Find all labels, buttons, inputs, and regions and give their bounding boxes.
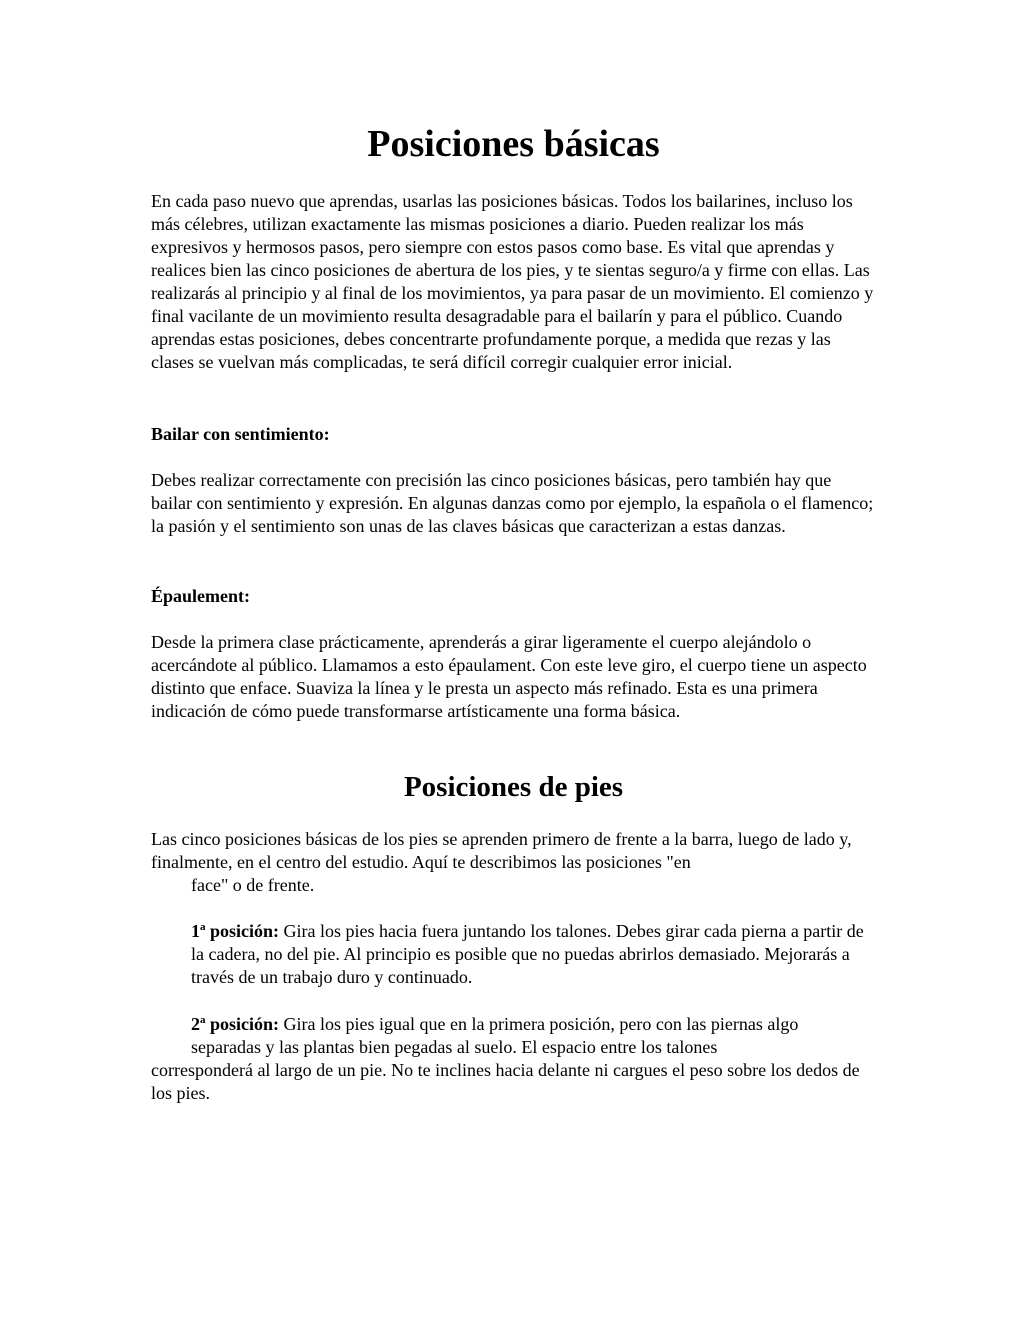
position-1-ordinal: a bbox=[200, 921, 206, 933]
position-1-paragraph bbox=[151, 920, 876, 989]
position-2-ordinal: a bbox=[200, 1014, 206, 1026]
section-heading-sentimiento-text: Bailar con sentimiento: bbox=[151, 424, 330, 444]
section-title-pies: Posiciones de pies bbox=[403, 771, 624, 803]
position-2-text-a: Gira los pies igual que en la primera posición, pero con las piernas algo bbox=[279, 1014, 799, 1034]
section-heading-epaulement bbox=[151, 585, 876, 608]
feet-intro-paragraph bbox=[151, 828, 876, 897]
position-1-label-text: posición: bbox=[205, 921, 280, 941]
position-2-line2: separadas y las plantas bien pegadas al suelo. El espacio entre los talones bbox=[191, 1037, 718, 1057]
position-2-line1 bbox=[151, 1013, 876, 1036]
section-heading-sentimiento bbox=[151, 423, 876, 446]
epaulement-paragraph: Desde la primera clase prácticamente, aprenderás a girar ligeramente el cuerpo alejándolo o acercándote al público. Llamamos a esto épaulament. Con este leve giro, el cuerpo tiene un aspecto distinto que enface. Suaviza la línea y le presta un aspecto más refinado. Esta es una primera indicación de cómo puede transformarse artísticamente una forma básica. bbox=[151, 632, 867, 721]
position-2-label bbox=[191, 1014, 279, 1034]
position-1-text: Gira los pies hacia fuera juntando los talones. Debes girar cada pierna a partir de la cadera, no del pie. Al principio es posible que no puedas abrirlos demasiado. Mejorarás a través de un trabajo duro y continuado. bbox=[191, 921, 864, 987]
page-title: Posiciones básicas bbox=[367, 123, 660, 165]
feet-intro-line1: Las cinco posiciones básicas de los pies se aprenden primero de frente a la barra, luego de lado y, finalmente, en el centro del estudio. Aquí te describimos las posiciones "en bbox=[151, 829, 852, 872]
position-1-body bbox=[151, 920, 876, 989]
position-2-line3: corresponderá al largo de un pie. No te inclines hacia delante ni cargues el peso sobre los dedos de los pies. bbox=[151, 1060, 860, 1103]
position-2-paragraph bbox=[151, 1013, 876, 1105]
position-1-label bbox=[191, 921, 279, 941]
position-2-number: 2 bbox=[191, 1014, 200, 1034]
position-1-number: 1 bbox=[191, 921, 200, 941]
intro-paragraph: En cada paso nuevo que aprendas, usarlas las posiciones básicas. Todos los bailarines, incluso los más célebres, utilizan exactamente las mismas posiciones a diario. Pueden realizar los más expresivos y hermosos pasos, pero siempre con estos pasos como base. Es vital que aprendas y realices bien las cinco posiciones de abertura de los pies, y te sientas seguro/a y firme con ellas. Las realizarás al principio y al final de los movimientos, ya para pasar de un movimiento. El comienzo y final vacilante de un movimiento resulta desagradable para el bailarín y para el público. Cuando aprendas estas posiciones, debes concentrarte profundamente porque, a medida que rezas y las clases se vuelvan más complicadas, te será difícil corregir cualquier error inicial. bbox=[151, 191, 874, 372]
position-2-label-text: posición: bbox=[205, 1014, 280, 1034]
sentimiento-paragraph: Debes realizar correctamente con precisión las cinco posiciones básicas, pero también hay que bailar con sentimiento y expresión. En algunas danzas como por ejemplo, la española o el flamenco; la pasión y el sentimiento son unas de las claves básicas que caracterizan a estas danzas. bbox=[151, 470, 874, 536]
section-heading-epaulement-text: Épaulement: bbox=[151, 586, 250, 606]
feet-intro-line2: face" o de frente. bbox=[191, 875, 315, 895]
